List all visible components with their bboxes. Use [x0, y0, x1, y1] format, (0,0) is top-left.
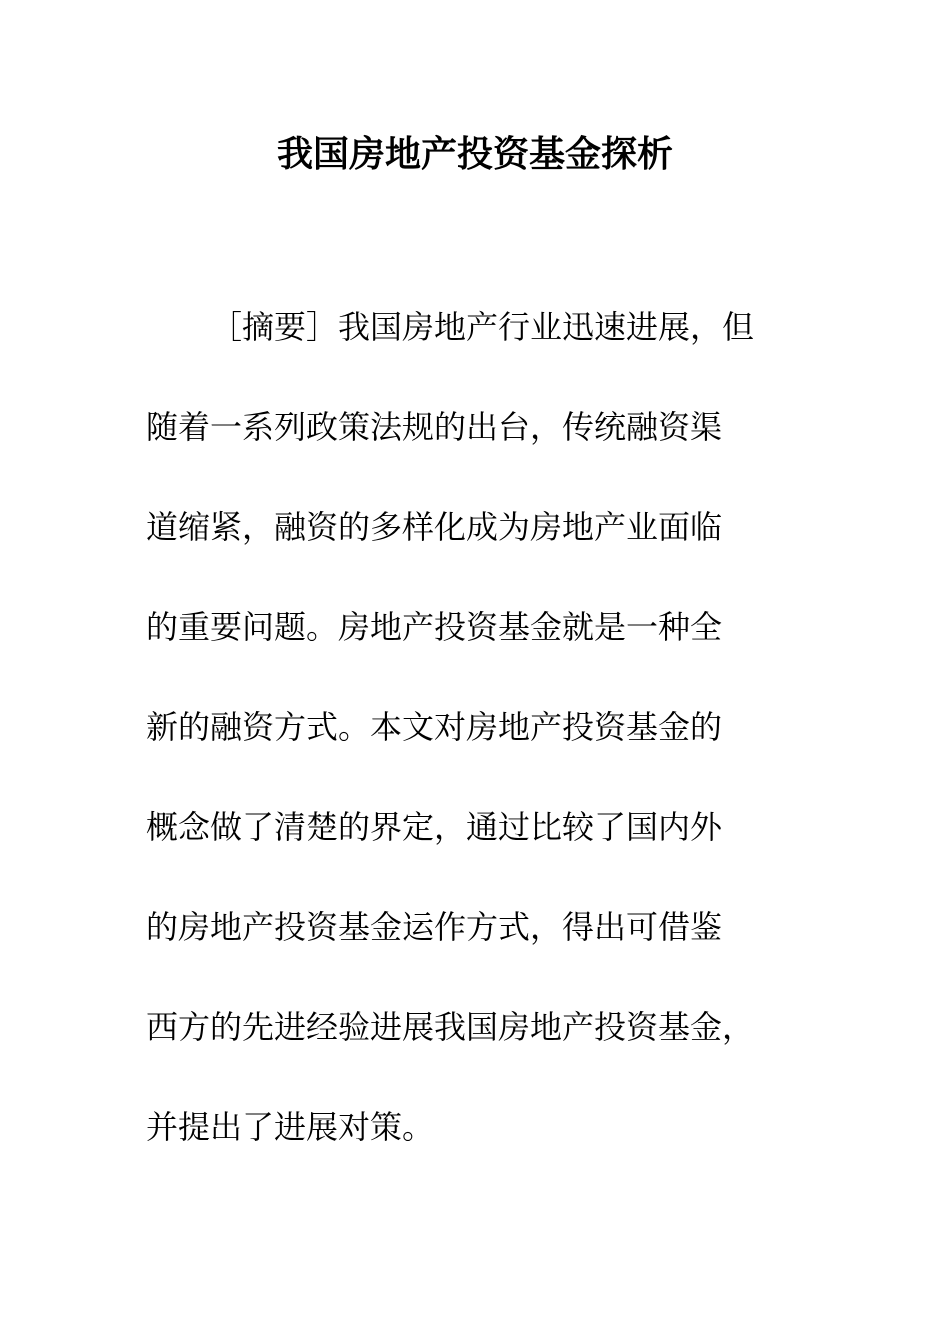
- abstract-line-9: 并提出了进展对策。: [146, 1108, 435, 1146]
- abstract-paragraph: [146, 299, 806, 1199]
- abstract-line-7: 的房地产投资基金运作方式，得出可借鉴: [146, 908, 723, 946]
- abstract-line-6: 概念做了清楚的界定，通过比较了国内外: [146, 808, 723, 846]
- abstract-line-1: ［摘要］我国房地产行业迅速进展，但: [210, 308, 755, 346]
- abstract-line-3: 道缩紧，融资的多样化成为房地产业面临: [146, 508, 723, 546]
- abstract-line-8: 西方的先进经验进展我国房地产投资基金，: [146, 1008, 755, 1046]
- abstract-line-2: 随着一系列政策法规的出台，传统融资渠: [146, 408, 723, 446]
- document-title: 我国房地产投资基金探析: [276, 133, 673, 175]
- abstract-line-5: 新的融资方式。本文对房地产投资基金的: [146, 708, 723, 746]
- abstract-line-4: 的重要问题。房地产投资基金就是一种全: [146, 608, 723, 646]
